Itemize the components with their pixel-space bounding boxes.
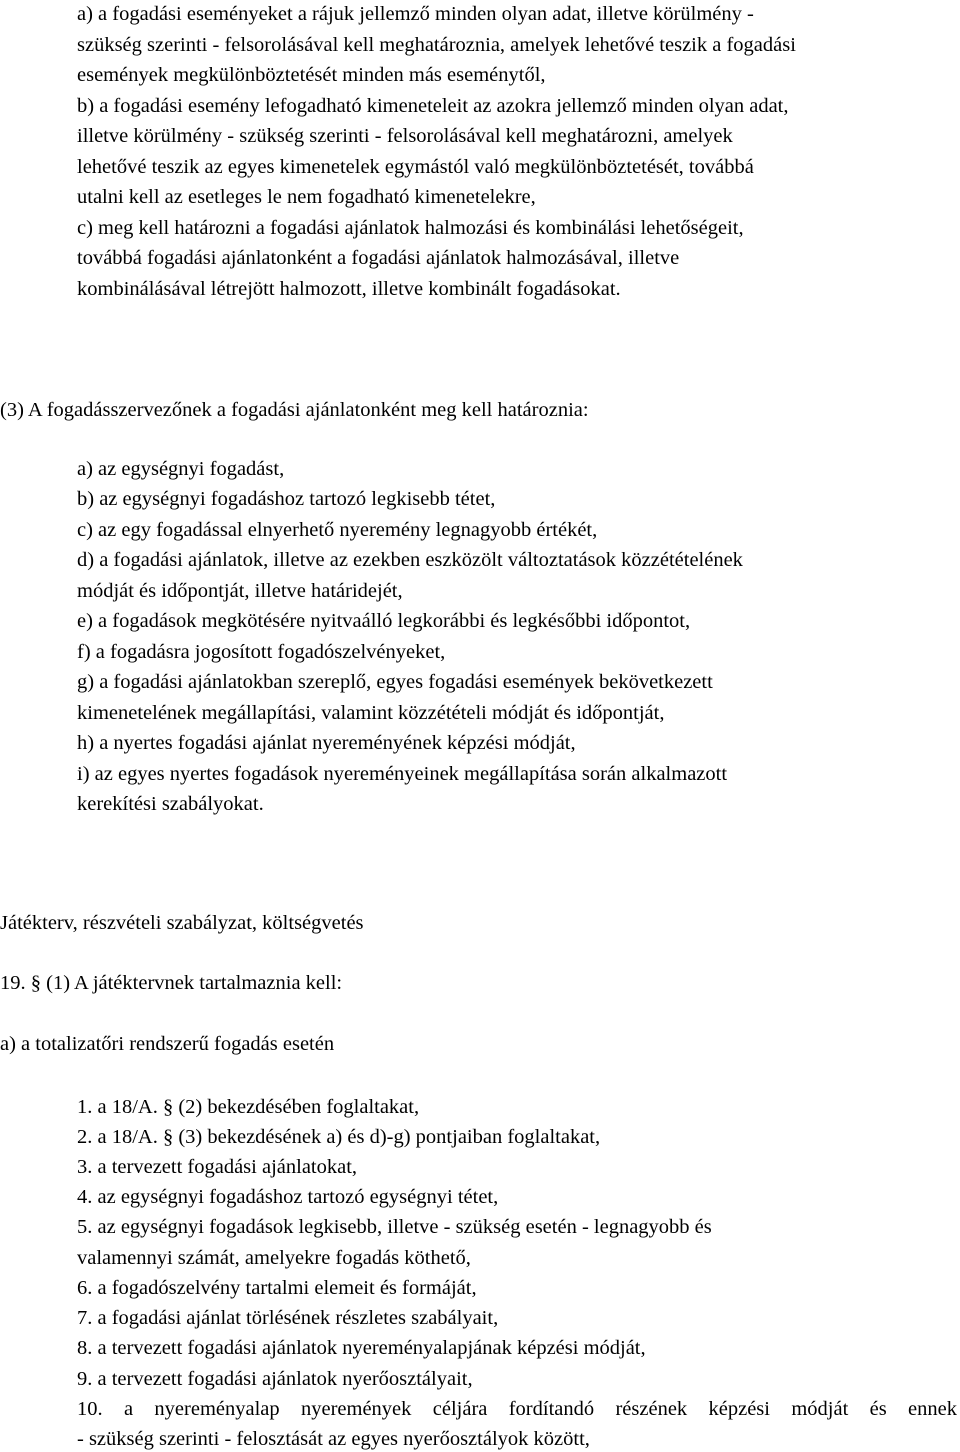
justified-word: részének (615, 1398, 688, 1420)
section-3-item-e: e) a fogadások megkötésére nyitvaálló legkorábbi és legkésőbbi időpontot, (77, 610, 691, 632)
list-item-2: 2. a 18/A. § (3) bekezdésének a) és d)-g) pontjaiban foglaltakat, (77, 1126, 601, 1148)
para-b-line-3: lehetővé teszik az egyes kimenetelek egymástól való megkülönböztetését, továbbá (77, 156, 754, 178)
para-b-line-4: utalni kell az esetleges le nem fogadható kimenetelekre, (77, 186, 536, 208)
list-item-10-line-1 (77, 1396, 957, 1422)
section-3-item-f: f) a fogadásra jogosított fogadószelvényeket, (77, 641, 446, 663)
list-item-6: 6. a fogadószelvény tartalmi elemeit és formáját, (77, 1277, 477, 1299)
section-3-item-d-line-2: módját és időpontját, illetve határidejét, (77, 580, 403, 602)
justified-word: és (869, 1398, 887, 1420)
justified-word: 10. (77, 1398, 103, 1420)
section-3-item-b: b) az egységnyi fogadáshoz tartozó legkisebb tétet, (77, 488, 496, 510)
list-item-1: 1. a 18/A. § (2) bekezdésében foglaltakat, (77, 1096, 420, 1118)
sub-point-a: a) a totalizatőri rendszerű fogadás esetén (0, 1033, 335, 1055)
section-3-item-g-line-2: kimenetelének megállapítási, valamint közzétételi módját és időpontját, (77, 702, 665, 724)
list-item-3: 3. a tervezett fogadási ajánlatokat, (77, 1156, 358, 1178)
section-3-item-d-line-1: d) a fogadási ajánlatok, illetve az ezekben eszközölt változtatások közzétételének (77, 549, 743, 571)
justified-word: a (123, 1398, 134, 1420)
list-item-7: 7. a fogadási ajánlat törlésének részletes szabályait, (77, 1307, 499, 1329)
list-item-4: 4. az egységnyi fogadáshoz tartozó egységnyi tétet, (77, 1186, 499, 1208)
section-heading: Játékterv, részvételi szabályzat, költségvetés (0, 912, 364, 934)
section-3-item-h: h) a nyertes fogadási ajánlat nyereményének képzési módját, (77, 732, 576, 754)
para-b-line-1: b) a fogadási esemény lefogadható kimeneteleit az azokra jellemző minden olyan adat, (77, 95, 789, 117)
para-a-line-3: események megkülönböztetését minden más eseménytől, (77, 64, 546, 86)
para-c-line-2: továbbá fogadási ajánlatonként a fogadási ajánlatok halmozásával, illetve (77, 247, 680, 269)
list-item-8: 8. a tervezett fogadási ajánlatok nyereményalapjának képzési módját, (77, 1337, 646, 1359)
list-item-9: 9. a tervezett fogadási ajánlatok nyerőosztályait, (77, 1368, 473, 1390)
article-19-heading: 19. § (1) A játéktervnek tartalmaznia kell: (0, 972, 343, 994)
section-3-item-i-line-1: i) az egyes nyertes fogadások nyereményeinek megállapítása során alkalmazott (77, 763, 728, 785)
section-3-item-a: a) az egységnyi fogadást, (77, 458, 285, 480)
justified-word: képzési (708, 1398, 770, 1420)
para-a-line-2: szükség szerinti - felsorolásával kell meghatároznia, amelyek lehetővé teszik a fogadási (77, 34, 796, 56)
list-item-5-line-1: 5. az egységnyi fogadások legkisebb, illetve - szükség esetén - legnagyobb és (77, 1216, 712, 1238)
justified-word: ennek (908, 1398, 957, 1420)
para-a-line-1: a) a fogadási eseményeket a rájuk jellemző minden olyan adat, illetve körülmény - (77, 3, 754, 25)
section-3-item-g-line-1: g) a fogadási ajánlatokban szereplő, egyes fogadási események bekövetkezett (77, 671, 713, 693)
para-c-line-3: kombinálásával létrejött halmozott, illetve kombinált fogadásokat. (77, 278, 621, 300)
para-c-line-1: c) meg kell határozni a fogadási ajánlatok halmozási és kombinálási lehetőségeit, (77, 217, 744, 239)
section-3-item-c: c) az egy fogadással elnyerhető nyeremény legnagyobb értékét, (77, 519, 598, 541)
list-item-10-line-2: - szükség szerinti - felosztását az egyes nyerőosztályok között, (77, 1428, 590, 1450)
list-item-5-line-2: valamennyi számát, amelyekre fogadás köthető, (77, 1247, 471, 1269)
section-3-heading: (3) A fogadásszervezőnek a fogadási ajánlatonként meg kell határoznia: (0, 399, 589, 421)
justified-word: céljára (432, 1398, 488, 1420)
para-b-line-2: illetve körülmény - szükség szerinti - felsorolásával kell meghatározni, amelyek (77, 125, 733, 147)
justified-word: nyeremények (300, 1398, 412, 1420)
justified-word: nyereményalap (154, 1398, 280, 1420)
section-3-item-i-line-2: kerekítési szabályokat. (77, 793, 264, 815)
justified-word: módját (791, 1398, 849, 1420)
justified-word: fordítandó (508, 1398, 595, 1420)
